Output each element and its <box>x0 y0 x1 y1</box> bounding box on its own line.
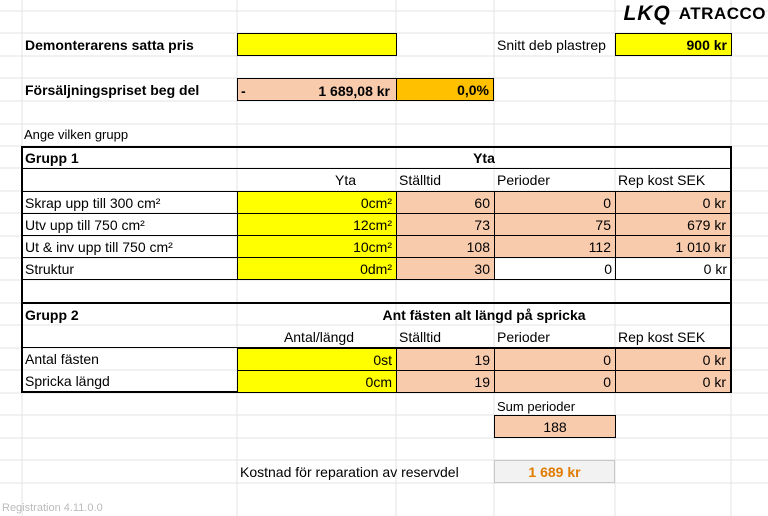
group1-header: Yta <box>473 150 495 166</box>
g2-row-label: Antal fästen <box>25 351 99 367</box>
sale-price-cell <box>237 78 397 101</box>
g1-kost: 0 kr <box>615 191 731 214</box>
g2-length-input[interactable]: 0cm <box>237 370 397 393</box>
g1-kost: 679 kr <box>615 213 731 236</box>
repair-cost-label: Kostnad för reparation av reservdel <box>240 463 459 480</box>
g1-row-label: Skrap upp till 300 cm² <box>22 191 238 214</box>
avg-deb-value[interactable]: 900 kr <box>615 33 732 56</box>
g2-count-input[interactable]: 0st <box>237 348 397 371</box>
g2-stalltid: 19 <box>396 370 495 393</box>
sale-price-label: Försäljningspriset beg del <box>25 81 200 98</box>
group2-header: Ant fästen alt längd på spricka <box>382 307 586 323</box>
group1-title: Grupp 1 <box>25 150 79 166</box>
g1-yta-input[interactable]: 10cm² <box>237 235 397 258</box>
sale-price-value: 1 689,08 kr <box>318 83 390 99</box>
repair-cost-value: 1 689 kr <box>494 460 615 483</box>
lkq-logo-text: LKQ <box>623 2 671 25</box>
g1-row-label: Utv upp till 750 cm² <box>22 213 238 236</box>
g1-yta-input[interactable]: 12cm² <box>237 213 397 236</box>
g1-col-kost: Rep kost SEK <box>618 172 706 188</box>
group-prompt: Ange vilken grupp <box>24 127 129 142</box>
g1-kost: 1 010 kr <box>615 235 731 258</box>
g1-stalltid: 60 <box>396 191 495 214</box>
dismantler-price-input[interactable] <box>237 33 397 56</box>
g1-row-label: Struktur <box>22 257 238 280</box>
g2-col-stalltid: Ställtid <box>399 329 442 345</box>
g1-row-label: Ut & inv upp till 750 cm² <box>22 235 238 258</box>
g1-perioder: 75 <box>494 213 616 236</box>
g2-stalltid: 19 <box>396 348 495 371</box>
g2-col-antal: Antal/längd <box>283 329 354 345</box>
g1-perioder: 0 <box>604 260 612 277</box>
g1-yta-input[interactable]: 0dm² <box>237 257 397 280</box>
sale-price-percent: 0,0% <box>396 78 494 101</box>
sum-periods-value: 188 <box>494 415 616 438</box>
atracco-logo-text: ATRACCO <box>678 4 766 23</box>
g1-kost: 0 kr <box>703 260 727 277</box>
group2-title: Grupp 2 <box>25 307 79 323</box>
g2-kost: 0 kr <box>615 370 731 393</box>
g2-perioder: 0 <box>494 370 616 393</box>
g2-row-label: Spricka längd <box>25 373 110 389</box>
g2-perioder: 0 <box>494 348 616 371</box>
g2-col-perioder: Perioder <box>497 329 550 345</box>
sum-periods-label: Sum perioder <box>497 398 576 414</box>
g1-perioder: 0 <box>494 191 616 214</box>
g1-perioder: 112 <box>494 235 616 258</box>
dismantler-price-label: Demonterarens satta pris <box>25 36 194 53</box>
sale-price-sign: - <box>241 83 246 99</box>
brand-logo <box>623 2 766 26</box>
g1-col-perioder: Perioder <box>497 172 550 188</box>
g1-yta-input[interactable]: 0cm² <box>237 191 397 214</box>
g1-stalltid: 108 <box>396 235 495 258</box>
registration-version: Registration 4.11.0.0 <box>2 502 103 514</box>
g1-stalltid: 30 <box>396 257 495 280</box>
avg-deb-label: Snitt deb plastrep <box>497 36 606 53</box>
g2-col-kost: Rep kost SEK <box>618 329 706 345</box>
g2-kost: 0 kr <box>615 348 731 371</box>
g1-col-yta: Yta <box>334 172 356 188</box>
g1-col-stalltid: Ställtid <box>399 172 442 188</box>
g1-stalltid: 73 <box>396 213 495 236</box>
